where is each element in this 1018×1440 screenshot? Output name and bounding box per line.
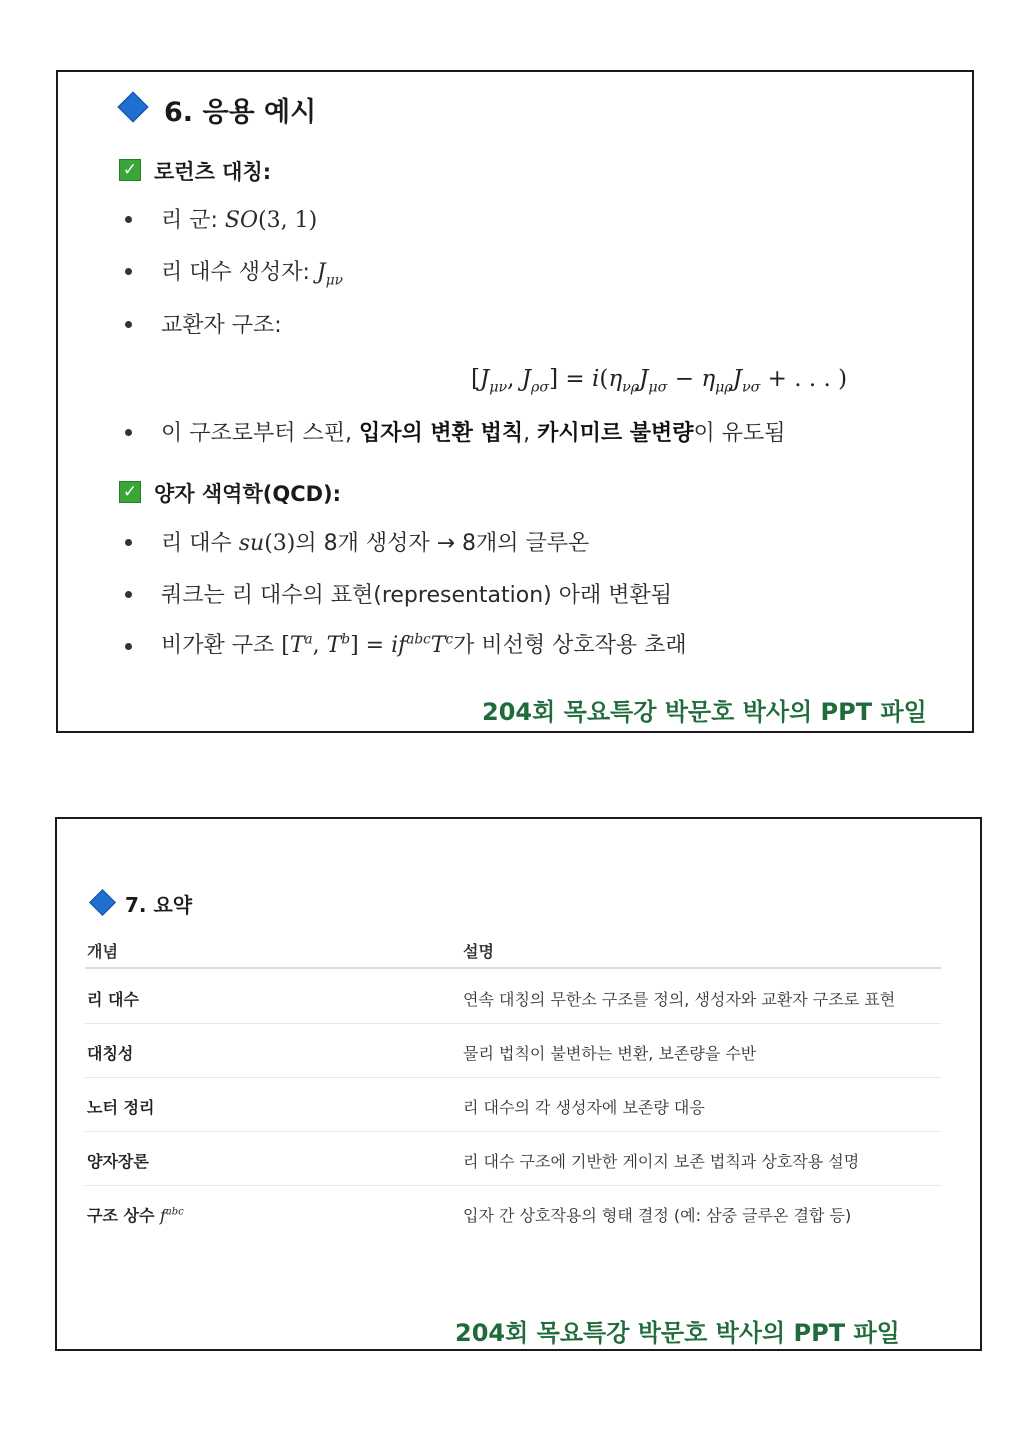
concept-cell: 양자장론: [87, 1152, 149, 1171]
bullet-icon: [125, 591, 132, 598]
concept-cell-structure-constant: [87, 1203, 184, 1226]
lie-group-item: [161, 203, 317, 234]
description-cell: 리 대수 구조에 기반한 게이지 보존 법칙과 상호작용 설명: [463, 1152, 860, 1171]
description-cell: 연속 대칭의 무한소 구조를 정의, 생성자와 교환자 구조로 표현: [463, 990, 896, 1009]
slide-applications: [56, 70, 974, 733]
description-cell: 물리 법칙이 불변하는 변환, 보존량을 수반: [463, 1044, 757, 1063]
checkbox-icon: ✓: [119, 159, 141, 181]
spin-bold-transform: 입자의 변환 법칙: [359, 421, 524, 446]
watermark-text: 204회 목요특강 박문호 박사의 PPT 파일: [482, 698, 927, 726]
qcd-item-3-suffix: 가 비선형 상호작용 초래: [453, 633, 687, 658]
concept-cell: 리 대수: [87, 990, 139, 1009]
qcd-item-3-prefix: 비가환 구조: [161, 633, 282, 658]
concept-cell-text: 구조 상수: [87, 1206, 160, 1225]
row-divider: [85, 1077, 941, 1078]
bullet-icon: [125, 216, 132, 223]
description-cell: 리 대수의 각 생성자에 보존량 대응: [463, 1098, 705, 1117]
lie-group-formula: SO(3, 1): [224, 208, 318, 233]
lorentz-heading: 로런츠 대칭:: [154, 160, 272, 184]
lie-group-label: 리 군:: [161, 208, 225, 233]
slide-summary: [55, 817, 982, 1351]
qcd-item-2: 쿼크는 리 대수의 표현(representation) 아래 변환됨: [161, 583, 673, 608]
checkbox-icon: ✓: [119, 481, 141, 503]
watermark-text: 204회 목요특강 박문호 박사의 PPT 파일: [455, 1319, 900, 1347]
description-cell: 입자 간 상호작용의 형태 결정 (예: 삼중 글루온 결합 등): [463, 1206, 852, 1225]
structure-constant-formula: $f^{abc}$: [159, 1206, 184, 1225]
bullet-icon: [125, 429, 132, 436]
spin-prefix: 이 구조로부터 스핀,: [161, 421, 359, 446]
commutator-formula: [$J_{\mu\nu}$, $J_{\rho\sigma}] = i(\eta_{\nu\rho}J_{\mu\sigma} - \eta_{\mu\rho}J_{\nu\sigma}$ + . . . ): [471, 366, 848, 396]
row-divider: [85, 1023, 941, 1024]
qcd-item-3: [161, 628, 687, 659]
column-header-description: 설명: [463, 942, 494, 961]
row-divider: [85, 1185, 941, 1186]
blue-diamond-icon: [89, 889, 116, 916]
qcd-heading: 양자 색역학(QCD):: [154, 482, 342, 506]
commutator-item: 교환자 구조:: [161, 313, 282, 338]
lie-algebra-item: [161, 255, 343, 288]
bullet-icon: [125, 643, 132, 650]
concept-cell: 노터 정리: [87, 1098, 155, 1117]
qcd-item-1-prefix: 리 대수: [161, 531, 239, 556]
section-title-text: 7. 요약: [125, 893, 193, 917]
generator-formula: $J_{\mu\nu}$: [316, 260, 343, 289]
bullet-icon: [125, 268, 132, 275]
section-title-text: 6. 응용 예시: [164, 97, 317, 128]
nonabelian-formula: [$T^a$, $T^b] = if^{abc}T^c$: [281, 631, 454, 658]
spin-bold-casimir: 카시미르 불변량: [537, 421, 694, 446]
row-divider: [85, 1131, 941, 1132]
qcd-item-1-suffix: 의 8개 생성자 → 8개의 글루온: [295, 531, 590, 556]
blue-diamond-icon: [117, 91, 148, 122]
lie-algebra-label: 리 대수 생성자:: [161, 260, 317, 285]
su3-formula: su(3): [238, 531, 296, 556]
column-header-concept: 개념: [87, 942, 118, 961]
bullet-icon: [125, 321, 132, 328]
spin-item: [161, 416, 786, 447]
spin-suffix: 이 유도됨: [693, 421, 786, 446]
spin-mid: ,: [523, 421, 538, 446]
concept-cell: 대칭성: [87, 1044, 134, 1063]
bullet-icon: [125, 539, 132, 546]
header-divider: [85, 967, 941, 969]
qcd-item-1: [161, 526, 589, 557]
